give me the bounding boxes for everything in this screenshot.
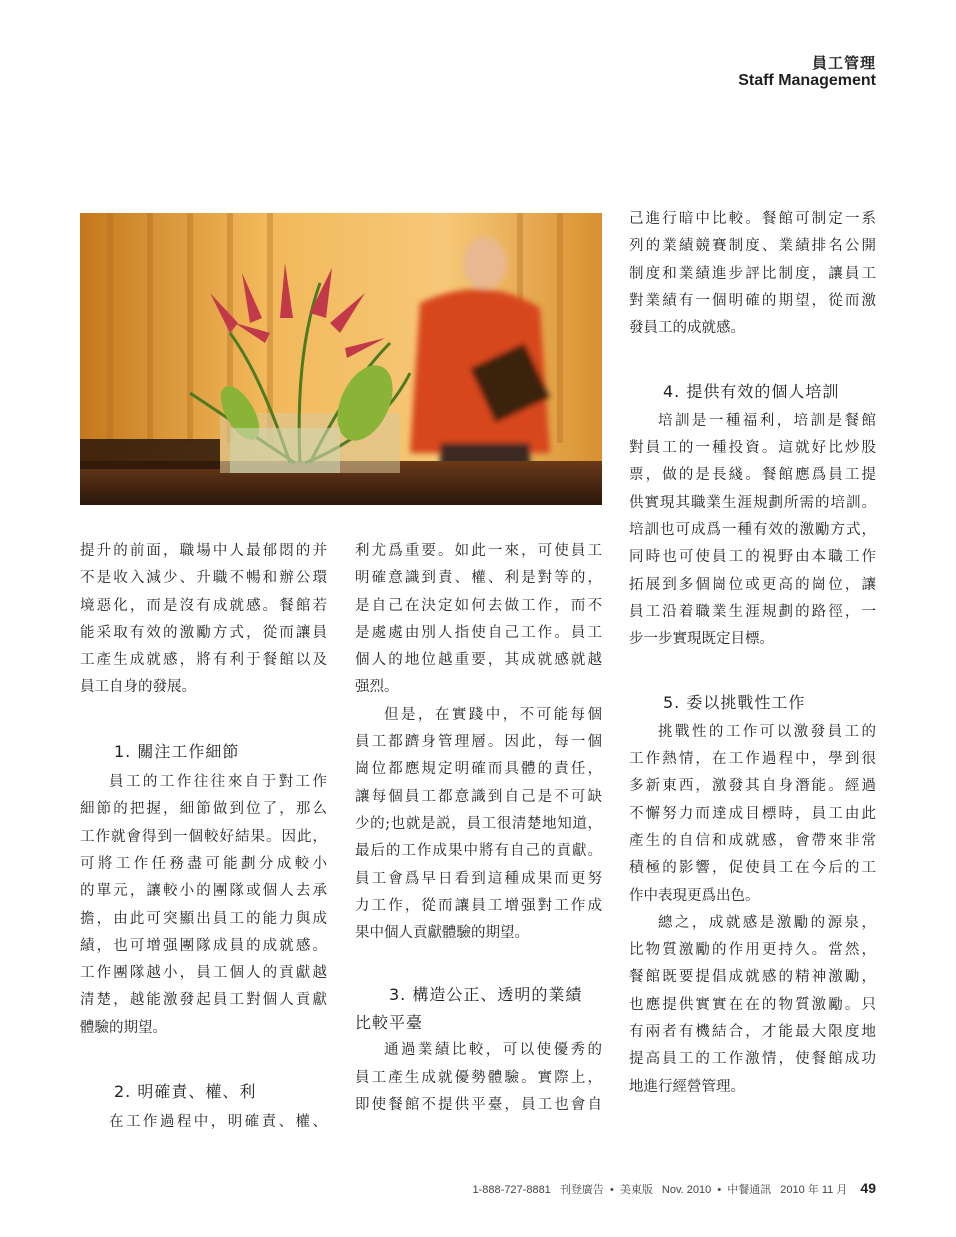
text-line: 也應提供實實在在的物質激勵。只 xyxy=(629,996,876,1013)
text-line: 地進行經營管理。 xyxy=(629,1078,745,1095)
text-line: 工作就會得到一個較好結果。因此， xyxy=(80,828,327,845)
text-line: 餐館既要提倡成就感的精神激勵， xyxy=(629,969,876,986)
footer-ad: 刊登廣告 xyxy=(559,1184,604,1196)
bullet-icon: • xyxy=(717,1184,722,1196)
text-line: 細節的把握，細節做到位了，那么 xyxy=(80,801,327,818)
text-line: 員工都躋身管理層。因此，每一個 xyxy=(355,734,602,751)
text-line: 積極的影響，促使員工在今后的工 xyxy=(629,860,876,877)
text-line: 列的業績競賽制度、業績排名公開 xyxy=(629,238,876,255)
text-line: 明確意識到責、權、利是對等的， xyxy=(355,570,602,587)
text-line: 有兩者有機結合，才能最大限度地 xyxy=(629,1024,876,1041)
page-footer xyxy=(473,1180,876,1197)
text-line: 少的;也就是説，員工很清楚地知道， xyxy=(355,815,602,832)
text-line: 制度和業績進步評比制度，讓員工 xyxy=(629,265,876,282)
text-line: 通過業績比較，可以使優秀的 xyxy=(384,1042,602,1059)
intro-paragraph xyxy=(80,538,327,702)
section-heading-4: 4. 提供有效的個人培訓 xyxy=(663,382,840,402)
text-line: 工產生成就感，將有利于餐館以及 xyxy=(80,652,327,669)
text-line: 體驗的期望。 xyxy=(80,1019,167,1036)
text-line: 產生的自信和成就感，會帶來非常 xyxy=(629,832,876,849)
text-line: 清楚，越能激發起員工對個人貢獻 xyxy=(80,992,327,1009)
text-line: 績，也可增强團隊成員的成就感。 xyxy=(80,937,327,954)
column-3 xyxy=(629,206,876,1101)
text-line: 員工自身的發展。 xyxy=(80,679,196,696)
text-line: 對業績有一個明確的期望，從而激 xyxy=(629,292,876,309)
text-line: 同時也可使員工的視野由本職工作 xyxy=(629,549,876,566)
text-line: 挑戰性的工作可以激發員工的 xyxy=(658,723,876,740)
text-line: 步一步實現既定目標。 xyxy=(629,631,774,648)
text-line: 力工作，從而讓員工增强對工作成 xyxy=(355,897,602,914)
section-5-body xyxy=(629,719,876,910)
text-line: 培訓是一種福利，培訓是餐館 xyxy=(658,412,876,429)
text-line: 票，做的是長綫。餐館應爲員工提 xyxy=(629,467,876,484)
text-line: 培訓也可成爲一種有效的激勵方式， xyxy=(629,521,876,538)
text-line: 崗位都應規定明確而具體的責任， xyxy=(355,761,602,778)
section-heading-3-cont: 比較平臺 xyxy=(355,1013,424,1033)
footer-date-zh: 2010 年 11 月 xyxy=(780,1184,848,1196)
text-line: 但是，在實踐中，不可能每個 xyxy=(384,706,602,723)
restaurant-photo xyxy=(80,213,602,505)
text-line: 不懈努力而達成目標時，員工由此 xyxy=(629,805,876,822)
text-line: 最后的工作成果中將有自己的貢獻。 xyxy=(355,843,602,860)
text-line: 工作熱情，在工作過程中，學到很 xyxy=(629,751,876,768)
footer-phone: 1-888-727-8881 xyxy=(472,1184,551,1196)
section-heading-3: 3. 構造公正、透明的業績 xyxy=(389,985,583,1005)
footer-edition: 美東版 xyxy=(619,1184,653,1196)
text-line: 比物質激勵的作用更持久。當然， xyxy=(629,942,876,959)
text-line: 果中個人貢獻體驗的期望。 xyxy=(355,925,529,942)
section-2-body xyxy=(355,538,602,702)
text-line: 員工的工作往往來自于對工作 xyxy=(109,774,327,791)
section-1-body xyxy=(80,769,327,1042)
text-line: 己進行暗中比較。餐館可制定一系 xyxy=(629,211,876,227)
footer-magazine: 中餐通訊 xyxy=(727,1184,772,1196)
text-line: 個人的地位越重要，其成就感就越 xyxy=(355,652,602,669)
section-title-en: Staff Management xyxy=(738,72,876,89)
text-line: 提高員工的工作激情，使餐館成功 xyxy=(629,1051,876,1068)
text-line: 總之，成就感是激勵的源泉， xyxy=(658,914,876,931)
section-title-zh: 員工管理 xyxy=(811,54,876,72)
section-heading-5: 5. 委以挑戰性工作 xyxy=(663,693,806,713)
text-line: 利尤爲重要。如此一來，可使員工 xyxy=(355,543,602,559)
text-line: 多新東西，激發其自身潛能。經過 xyxy=(629,778,876,795)
text-line: 不是收入減少、升職不暢和辦公環 xyxy=(80,570,327,587)
text-line: 拓展到多個崗位或更高的崗位，讓 xyxy=(629,576,876,593)
text-line: 員工會爲早日看到這種成果而更努 xyxy=(355,870,602,887)
text-line: 境惡化，而是沒有成就感。餐館若 xyxy=(80,597,327,614)
text-line: 員工產生成就優勢體驗。實際上， xyxy=(355,1069,602,1086)
text-line: 供實現其職業生涯規劃所需的培訓。 xyxy=(629,494,876,511)
text-line: 作中表現更爲出色。 xyxy=(629,887,760,904)
section-2-body-cont xyxy=(355,702,602,948)
text-line: 提升的前面，職場中人最郁悶的并 xyxy=(80,543,327,559)
text-line: 工作團隊越小，員工個人的貢獻越 xyxy=(80,965,327,982)
section-3-body-cont xyxy=(629,206,876,342)
text-line: 擔，由此可突顯出員工的能力與成 xyxy=(80,910,327,927)
text-line: 即使餐館不提供平臺，員工也會自 xyxy=(355,1097,602,1114)
text-line: 發員工的成就感。 xyxy=(629,320,745,337)
text-line: 讓每個員工都意識到自己是不可缺 xyxy=(355,788,602,805)
text-line: 能采取有效的激勵方式，從而讓員 xyxy=(80,624,327,641)
column-2 xyxy=(355,538,602,1119)
conclusion-body xyxy=(629,910,876,1101)
text-line: 對員工的一種投資。這就好比炒股 xyxy=(629,440,876,457)
footer-date-en: Nov. 2010 xyxy=(661,1184,712,1196)
page-number: 49 xyxy=(860,1180,876,1196)
section-heading-2: 2. 明確責、權、利 xyxy=(114,1082,257,1102)
text-line: 强烈。 xyxy=(355,679,399,696)
text-line: 是自己在決定如何去做工作，而不 xyxy=(355,597,602,614)
bullet-icon: • xyxy=(609,1184,614,1196)
text-line: 的單元，讓較小的團隊或個人去承 xyxy=(80,883,327,900)
text-line: 是處處由別人指使自己工作。員工 xyxy=(355,624,602,641)
section-4-body xyxy=(629,408,876,654)
section-3-body xyxy=(355,1037,602,1119)
column-1 xyxy=(80,538,327,1137)
text-line: 員工沿着職業生涯規劃的路徑，一 xyxy=(629,603,876,620)
section-heading-1: 1. 關注工作細節 xyxy=(114,741,240,761)
text-line: 可將工作任務盡可能劃分成較小 xyxy=(80,855,327,872)
text-line: 在工作過程中，明確責、權、 xyxy=(109,1114,327,1131)
